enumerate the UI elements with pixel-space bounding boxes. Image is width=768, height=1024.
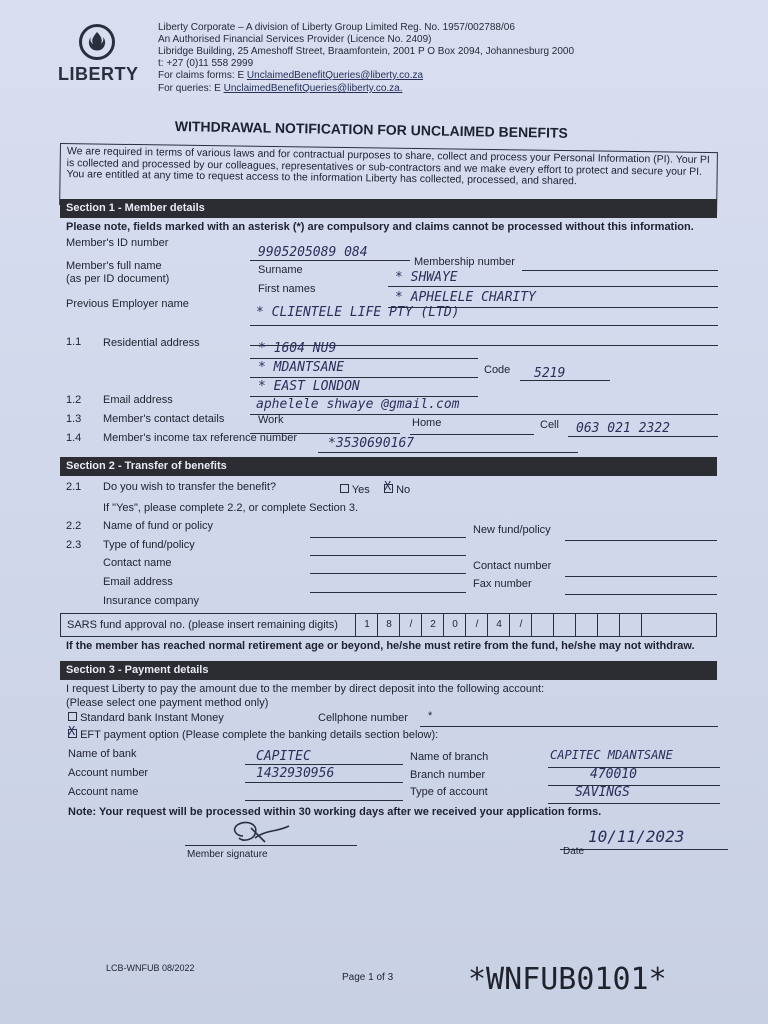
transfer-yes-option[interactable] (340, 484, 370, 496)
cell-label: Cell (540, 419, 559, 431)
cellphone-line (420, 726, 718, 727)
signature-line (185, 845, 357, 846)
cell-value[interactable]: 063 021 2322 (576, 421, 670, 436)
account-number-label: Account number (68, 767, 149, 779)
email-value[interactable]: aphelele shwaye @gmail.com (256, 397, 460, 412)
branch-number-value[interactable]: 470010 (590, 767, 637, 782)
sars-digit-cell[interactable]: 8 (377, 614, 400, 636)
home-line (410, 434, 534, 435)
date-line (560, 849, 728, 850)
address-line-2-rule (250, 377, 478, 378)
sars-digit-cell[interactable]: / (465, 614, 488, 636)
sars-digit-cell[interactable]: / (509, 614, 532, 636)
fund-number: 2.2 (66, 520, 82, 532)
eft-check-mark: X (68, 724, 76, 738)
employer-line (250, 325, 718, 326)
sars-digit-cell[interactable]: 1 (355, 614, 378, 636)
transfer-note: If "Yes", please complete 2.2, or complete Section 3. (103, 502, 359, 514)
contact-number-label: Contact number (473, 560, 552, 572)
claims-email-link[interactable]: UnclaimedBenefitQueries@liberty.co.za (246, 70, 424, 81)
bank-name-value[interactable]: CAPITEC (256, 749, 311, 764)
eft-label: EFT payment option (Please complete the banking details section below): (80, 729, 439, 741)
cellphone-label: Cellphone number (318, 712, 408, 724)
payment-intro: I request Liberty to pay the amount due to the member by direct deposit into the following account: (66, 683, 545, 695)
date-label: Date (563, 846, 585, 857)
header-line-1: Liberty Corporate – A division of Liberty Group Limited Reg. No. 1957/002788/06 (158, 22, 515, 33)
fund-label: Name of fund or policy (103, 520, 214, 532)
retirement-note: If the member has reached normal retirement age or beyond, he/she must retire from the fund, he/she may not withdraw. (66, 640, 695, 652)
section-2-heading: Section 2 - Transfer of benefits (60, 457, 717, 476)
account-name-label: Account name (68, 786, 139, 798)
privacy-notice: We are required in terms of various laws and for contractual purposes to share, collect and process your Personal Information (PI). Your PI is collected and processed by our colleagues, representatives or sub-contractors and we make every effort to protect and secure your PI. You are entitled at any time to request access to the information Liberty has collected, processed, and shared. (59, 143, 718, 214)
home-label: Home (412, 417, 442, 429)
header-line-2: An Authorised Financial Services Provider (Licence No. 2409) (158, 34, 432, 45)
address-line-2[interactable]: * MDANTSANE (258, 360, 345, 375)
sars-label: SARS fund approval no. (please insert remaining digits) (67, 619, 338, 631)
address-line-1-rule (250, 358, 478, 359)
sars-digit-cell[interactable] (553, 614, 576, 636)
s2-email-label: Email address (103, 576, 173, 588)
transfer-question: Do you wish to transfer the benefit? (103, 481, 277, 493)
page-number: Page 1 of 3 (342, 972, 394, 983)
address-line-3[interactable]: * EAST LONDON (258, 379, 360, 394)
form-title: WITHDRAWAL NOTIFICATION FOR UNCLAIMED BENEFITS (174, 118, 568, 141)
insurance-label: Insurance company (103, 595, 199, 607)
date-value[interactable]: 10/11/2023 (588, 827, 685, 846)
sars-digit-cell[interactable] (641, 614, 664, 636)
tax-value[interactable]: *3530690167 (328, 436, 415, 451)
header-line-3: Libridge Building, 25 Ameshoff Street, Braamfontein, 2001 P O Box 2094, Johannesburg 2000 (158, 46, 575, 57)
first-names-label: First names (258, 283, 316, 295)
member-id-value[interactable]: 9905205089 084 (258, 245, 368, 260)
sars-digit-cell[interactable] (619, 614, 642, 636)
member-id-label: Member's ID number (66, 237, 169, 249)
surname-label: Surname (258, 264, 303, 276)
instant-money-label: Standard bank Instant Money (80, 712, 224, 724)
section-3-heading: Section 3 - Payment details (60, 661, 717, 680)
email-label: Email address (103, 394, 173, 406)
sars-digit-cell[interactable]: 4 (487, 614, 510, 636)
branch-number-label: Branch number (410, 769, 486, 781)
employer-label: Previous Employer name (66, 298, 189, 310)
fund-type-line (310, 555, 466, 556)
address-line-1[interactable]: * 1604 NU9 (258, 341, 337, 356)
tax-number: 1.4 (66, 432, 82, 444)
contact-label: Member's contact details (103, 413, 225, 425)
bank-name-line (245, 764, 403, 765)
fund-line (310, 537, 466, 538)
form-code: LCB-WNFUB 08/2022 (106, 963, 195, 973)
contact-name-line (310, 573, 466, 574)
surname-line (388, 286, 718, 287)
fund-type-label: Type of fund/policy (103, 539, 195, 551)
email-line (250, 414, 718, 415)
claims-label: For claims forms: E (158, 70, 245, 81)
address-label: Residential address (103, 337, 200, 349)
new-fund-line (565, 540, 717, 541)
contact-name-label: Contact name (103, 557, 172, 569)
surname-value[interactable]: * SHWAYE (395, 270, 458, 285)
transfer-no-option[interactable] (384, 479, 411, 496)
header-queries (158, 83, 403, 94)
sars-approval-row (60, 613, 717, 637)
no-check-mark: X (384, 479, 392, 493)
code-label: Code (484, 364, 511, 376)
contact-number: 1.3 (66, 413, 82, 425)
header-claims (158, 70, 423, 81)
flame-icon (79, 24, 115, 60)
account-type-line (548, 803, 720, 804)
member-signature[interactable] (225, 816, 295, 848)
sars-digit-cell[interactable] (575, 614, 598, 636)
header-line-4: t: +27 (0)11 558 2999 (158, 58, 254, 69)
sars-digit-cell[interactable] (597, 614, 620, 636)
employer-value[interactable]: * CLIENTELE LIFE PTY (LTD) (256, 305, 460, 320)
signature-label: Member signature (187, 849, 268, 860)
transfer-question-number: 2.1 (66, 481, 82, 493)
sars-digit-cell[interactable]: 0 (443, 614, 466, 636)
yes-label: Yes (351, 484, 370, 496)
eft-option[interactable] (68, 724, 439, 741)
contact-number-line (565, 576, 717, 577)
membership-number-line (522, 270, 718, 271)
new-fund-label: New fund/policy (473, 524, 551, 536)
processing-note: Note: Your request will be processed within 30 working days after we received your application forms. (68, 806, 602, 818)
code-value[interactable]: 5219 (534, 366, 566, 381)
bank-name-label: Name of bank (68, 748, 137, 760)
yes-checkbox[interactable] (340, 484, 349, 493)
payment-select-note: (Please select one payment method only) (66, 697, 269, 709)
sars-digit-cell[interactable] (531, 614, 554, 636)
tax-line (318, 452, 578, 453)
tax-label: Member's income tax reference number (103, 432, 298, 444)
instant-money-option[interactable] (68, 712, 224, 724)
fax-label: Fax number (473, 578, 532, 590)
logo-text: LIBERTY (58, 64, 139, 84)
first-names-value[interactable]: * APHELELE CHARITY (395, 290, 536, 305)
account-number-line (245, 782, 403, 783)
account-type-label: Type of account (410, 786, 488, 798)
cellphone-asterisk: * (428, 710, 433, 722)
membership-number-label: Membership number (414, 256, 515, 268)
branch-number-line (548, 785, 720, 786)
queries-email-link[interactable]: UnclaimedBenefitQueries@liberty.co.za. (223, 83, 403, 94)
account-type-value[interactable]: SAVINGS (575, 785, 630, 800)
account-name-line (245, 800, 403, 801)
eft-checkbox[interactable] (68, 724, 77, 738)
work-label: Work (258, 414, 284, 426)
s2-email-line (310, 592, 466, 593)
cell-line (568, 436, 718, 437)
full-name-sublabel: (as per ID document) (66, 273, 170, 285)
branch-name-label: Name of branch (410, 751, 489, 763)
address-number: 1.1 (66, 336, 82, 348)
queries-label: For queries: E (158, 83, 221, 94)
sars-digit-cell[interactable]: / (399, 614, 422, 636)
email-number: 1.2 (66, 394, 82, 406)
fax-line (565, 594, 717, 595)
full-name-label: Member's full name (66, 260, 162, 272)
code-line (520, 380, 610, 381)
barcode-text: *WNFUB0101* (468, 962, 667, 997)
instant-money-checkbox[interactable] (68, 712, 77, 721)
branch-name-value[interactable]: CAPITEC MDANTSANE (550, 748, 673, 762)
fund-type-number: 2.3 (66, 539, 82, 551)
account-number-value[interactable]: 1432930956 (256, 766, 335, 781)
no-label: No (396, 484, 411, 496)
section-1-note: Please note, fields marked with an asterisk (*) are compulsory and claims cannot be processed without this information. (66, 221, 694, 233)
section-1-heading: Section 1 - Member details (60, 199, 717, 218)
member-id-line (250, 260, 410, 261)
no-checkbox[interactable] (384, 479, 393, 493)
sars-digit-cell[interactable]: 2 (421, 614, 444, 636)
